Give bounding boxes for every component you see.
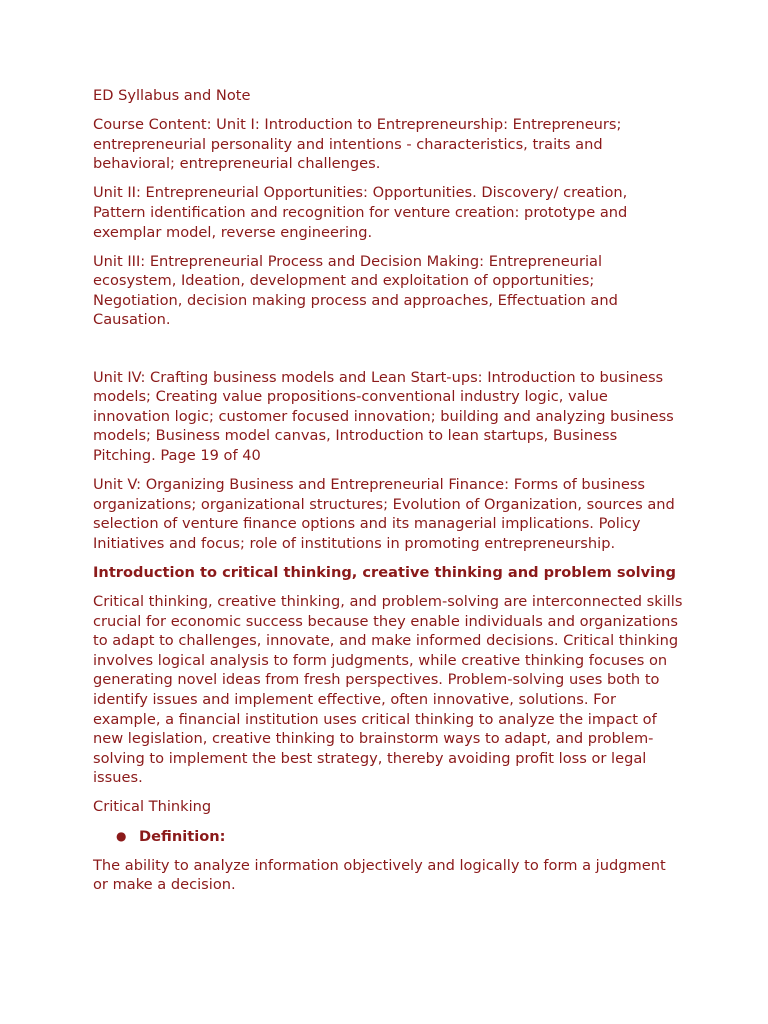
document-page xyxy=(93,86,683,904)
unit-3-paragraph: Unit III: Entrepreneurial Process and Decision Making: Entrepreneurial ecosystem, Ideation, development and exploitation of opportunities; Negotiation, decision making process and approaches, Effectuation and Causation. xyxy=(93,252,618,329)
intro-paragraph: Critical thinking, creative thinking, and problem-solving are interconnected skills crucial for economic success because they enable individuals and organizations to adapt to challenges, innovate, and make informed decisions. Critical thinking involves logical analysis to form judgments, while creative thinking focuses on generating novel ideas from fresh perspectives. Problem-solving uses both to identify issues and implement effective, often innovative, solutions. For example, a financial institution uses critical thinking to analyze the impact of new legislation, creative thinking to brainstorm ways to adapt, and problem-solving to implement the best strategy, thereby avoiding profit loss or legal issues. xyxy=(93,592,683,787)
definition-paragraph: The ability to analyze information objectively and logically to form a judgment or make a decision. xyxy=(93,856,666,894)
bullet-icon: ● xyxy=(116,828,127,843)
unit-5-paragraph: Unit V: Organizing Business and Entrepreneurial Finance: Forms of business organizations; organizational structures; Evolution of Organization, sources and selection of venture finance options and its managerial implications. Policy Initiatives and focus; role of institutions in promoting entrepreneurship. xyxy=(93,476,675,552)
critical-thinking-subheading: Critical Thinking xyxy=(93,798,212,816)
unit-4-paragraph: Unit IV: Crafting business models and Lean Start-ups: Introduction to business models; Creating value propositions-conventional industry logic, value innovation logic; customer focused innovation; building and analyzing business models; Business model canvas, Introduction to lean startups, Business Pitching. Page 19 of 40 xyxy=(93,368,674,464)
definition-label: Definition: xyxy=(139,827,226,845)
section-heading: Introduction to critical thinking, creative thinking and problem solving xyxy=(93,563,676,581)
list-item xyxy=(116,827,683,847)
unit-2-paragraph: Unit II: Entrepreneurial Opportunities: Opportunities. Discovery/ creation, Pattern identification and recognition for venture creation: prototype and exemplar model, reverse engineering. xyxy=(93,184,628,241)
definition-list xyxy=(93,827,683,847)
unit-1-paragraph: Course Content: Unit I: Introduction to Entrepreneurship: Entrepreneurs; entrepreneurial personality and intentions - characteristics, traits and behavioral; entrepreneurial challenges. xyxy=(93,116,622,173)
document-title: ED Syllabus and Note xyxy=(93,87,251,104)
blank-line xyxy=(93,340,683,368)
